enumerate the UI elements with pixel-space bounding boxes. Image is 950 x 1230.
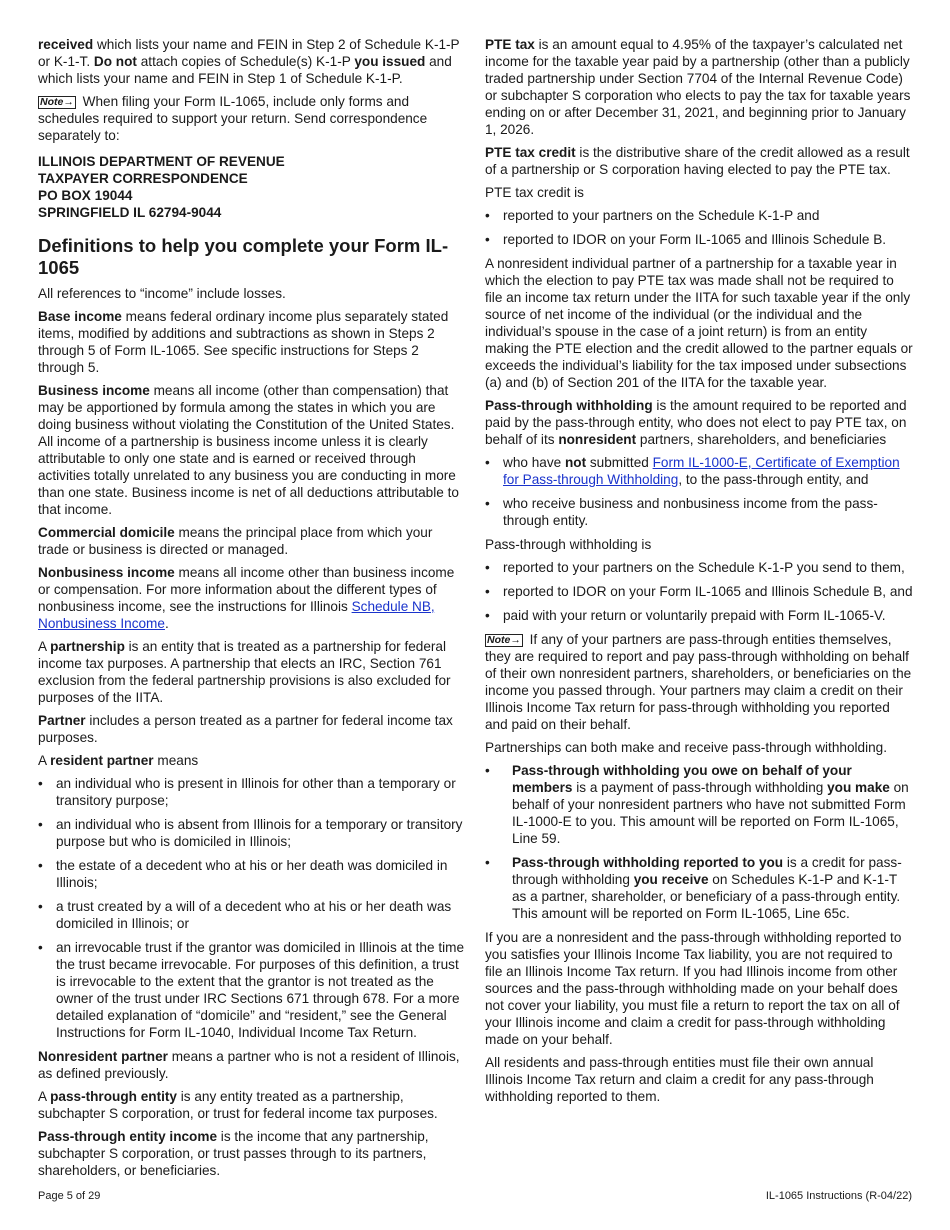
note-icon: Note→	[40, 96, 74, 108]
paragraph-all-residents: All residents and pass-through entities must file their own annual Illinois Income Tax return and claim a credit for any pass-through withholding reported to them.	[485, 1055, 874, 1104]
paragraph-withholding-is: Pass-through withholding is	[485, 537, 652, 552]
list-item: • Pass-through withholding reported to you is a credit for pass-through withholding you receive on Schedules K-1-P and K-1-T as a partner, shareholder, or beneficiary of a pass-through entity. This amount will be reported on Form IL-1065, Line 65c.	[485, 854, 913, 922]
note-partners-pass-through: Note→ If any of your partners are pass-through entities themselves, they are required to report and pay pass-through withholding on behalf of their own nonresident partners, shareholders, or beneficiaries on the income you passed through. Your partners may claim a credit on their Illinois Income Tax return for pass-through withholding you reported and paid on their behalf.	[485, 632, 912, 732]
list-item: • an individual who is absent from Illinois for a temporary or transitory purpose but who is domiciled in Illinois;	[38, 816, 466, 850]
list-item: • who have not submitted Form IL-1000-E, Certificate of Exemption for Pass-through Withholding, to the pass-through entity, and	[485, 454, 913, 488]
schedule-nb-link[interactable]: Schedule NB, Nonbusiness Income	[38, 599, 435, 631]
definition-commercial-domicile: Commercial domicile means the principal place from which your trade or business is directed or managed.	[38, 525, 433, 557]
list-item: • paid with your return or voluntarily prepaid with Form IL-1065-V.	[485, 607, 913, 624]
definition-nonbusiness-income: Nonbusiness income means all income other than business income or compensation. For more information about the different types of nonbusiness income, see the instructions for Illinois Schedule NB, Nonbusiness Income.	[38, 565, 455, 631]
address-line: PO BOX 19044	[38, 188, 133, 203]
list-item: • the estate of a decedent who at his or her death was domiciled in Illinois;	[38, 857, 466, 891]
paragraph-nonresident-return: If you are a nonresident and the pass-through withholding reported to you satisfies your Illinois Income Tax liability, you are not required to file an Illinois Income Tax return. If you had Illinois income from other sources and the pass-through withholding made on your behalf does not cover your liability, you must file a return to report the tax on all of your Illinois income and claim a credit for pass-through withholding made on your behalf.	[485, 930, 902, 1047]
resident-partner-list	[38, 775, 466, 1041]
definition-base-income: Base income means federal ordinary income plus separately stated items, modified by additions and subtractions as shown in Steps 2 through 5 of Form IL-1065. See specific instructions for Steps 2 through 5.	[38, 309, 449, 375]
list-item: • Pass-through withholding you owe on behalf of your members is a payment of pass-through withholding you make on behalf of your nonresident partners who have not submitted Form IL-1000-E to you. This amount will be reported on Form IL-1065, Line 59.	[485, 762, 913, 847]
withholding-who-list	[485, 454, 913, 529]
paragraph-nonresident-individual: A nonresident individual partner of a partnership for a taxable year in which the election to pay PTE tax was made shall not be required to file an income tax return under the IITA for such taxable year if the only source of net income of the individual (or the individual and the individual’s spouse in the case of a joint return) is from an entity making the PTE election and the credit allowed to the partner equals or exceeds the individual’s liability for the tax imposed under subsections (a) and (b) of Section 201 of the IITA for the taxable year.	[485, 256, 913, 390]
withholding-types-list	[485, 762, 913, 922]
definition-resident-partner: A resident partner means	[38, 753, 199, 768]
withholding-is-list	[485, 559, 913, 624]
note-filing: Note→ When filing your Form IL-1065, include only forms and schedules required to support your return. Send correspondence separately to:	[38, 94, 428, 143]
credit-list	[485, 207, 913, 248]
paragraph-credit-is: PTE tax credit is	[485, 185, 584, 200]
list-item: • who receive business and nonbusiness income from the pass-through entity.	[485, 495, 913, 529]
list-item: • reported to your partners on the Schedule K-1-P and	[485, 207, 913, 224]
section-heading: Definitions to help you complete your Form IL-1065	[38, 235, 449, 278]
mailing-address	[38, 153, 466, 221]
form-revision: IL-1065 Instructions (R-04/22)	[765, 1190, 912, 1202]
form-il-1000-e-link[interactable]: Form IL-1000-E, Certificate of Exemption for Pass-through Withholding	[503, 455, 900, 487]
left-column	[38, 36, 466, 1185]
paragraph-received: received which lists your name and FEIN in Step 2 of Schedule K-1-P or K-1-T. Do not attach copies of Schedule(s) K-1-P you issued and which lists your name and FEIN in Step 1 of Schedule K-1-P.	[38, 37, 460, 86]
right-column	[485, 36, 913, 1111]
definition-business-income: Business income means all income (other than compensation) that may be apportioned by formula among the states in which you are doing business without violating the Constitution of the United States. All income of a partnership is business income unless it is clearly attributable to only one state and is earned or received through activities totally unrelated to any business you are conducting in more than one state. Business income is net of all deductions attributable to that income.	[38, 383, 459, 517]
definition-pass-through-entity-income: Pass-through entity income is the income that any partnership, subchapter S corporation, or trust passes through to its partners, shareholders, or beneficiaries.	[38, 1129, 429, 1178]
list-item: • reported to IDOR on your Form IL-1065 and Illinois Schedule B, and	[485, 583, 913, 600]
definition-pte-tax-credit: PTE tax credit is the distributive share of the credit allowed as a result of a partnership or S corporation having elected to pay the PTE tax.	[485, 145, 910, 177]
paragraph-income-losses: All references to “income” include losses.	[38, 286, 286, 301]
page-number: Page 5 of 29	[38, 1190, 101, 1202]
paragraph-both: Partnerships can both make and receive pass-through withholding.	[485, 740, 888, 755]
definition-pte-tax: PTE tax is an amount equal to 4.95% of the taxpayer’s calculated net income for the taxable year paid by a partnership (other than a publicly traded partnership under Section 7704 of the Internal Revenue Code) or subchapter S corporation who elects to pay the tax for taxable years ending on or after December 31, 2021, and beginning prior to January 1, 2026.	[485, 37, 911, 137]
definition-pass-through-withholding: Pass-through withholding is the amount required to be reported and paid by the pass-through entity, who does not elect to pay PTE tax, on behalf of its nonresident partners, shareholders, and beneficiaries	[485, 398, 907, 447]
address-line: SPRINGFIELD IL 62794-9044	[38, 205, 222, 220]
note-icon: Note→	[487, 634, 521, 646]
definition-partner: Partner includes a person treated as a partner for federal income tax purposes.	[38, 713, 453, 745]
address-line: ILLINOIS DEPARTMENT OF REVENUE	[38, 154, 285, 169]
list-item: • reported to your partners on the Schedule K-1-P you send to them,	[485, 559, 913, 576]
definition-partnership: A partnership is an entity that is treated as a partnership for federal income tax purposes. A partnership that elects an IRC, Section 761 exclusion from the federal partnership provisions is also excluded for purposes of the IITA.	[38, 639, 451, 705]
definition-nonresident-partner: Nonresident partner means a partner who is not a resident of Illinois, as defined previously.	[38, 1049, 460, 1081]
list-item: • a trust created by a will of a decedent who at his or her death was domiciled in Illinois; or	[38, 898, 466, 932]
address-line: TAXPAYER CORRESPONDENCE	[38, 171, 248, 186]
list-item: • an irrevocable trust if the grantor was domiciled in Illinois at the time the trust became irrevocable. For purposes of this definition, a trust is irrevocable to the extent that the grantor is not treated as the owner of the trust under IRC Sections 671 through 678. For a more detailed explanation of “domicile” and “resident,” see the General Instructions for Form IL-1040, Individual Income Tax Return.	[38, 939, 466, 1041]
definition-pass-through-entity: A pass-through entity is any entity treated as a partnership, subchapter S corporation, or trust for federal income tax purposes.	[38, 1089, 438, 1121]
list-item: • reported to IDOR on your Form IL-1065 and Illinois Schedule B.	[485, 231, 913, 248]
list-item: • an individual who is present in Illinois for other than a temporary or transitory purpose;	[38, 775, 466, 809]
